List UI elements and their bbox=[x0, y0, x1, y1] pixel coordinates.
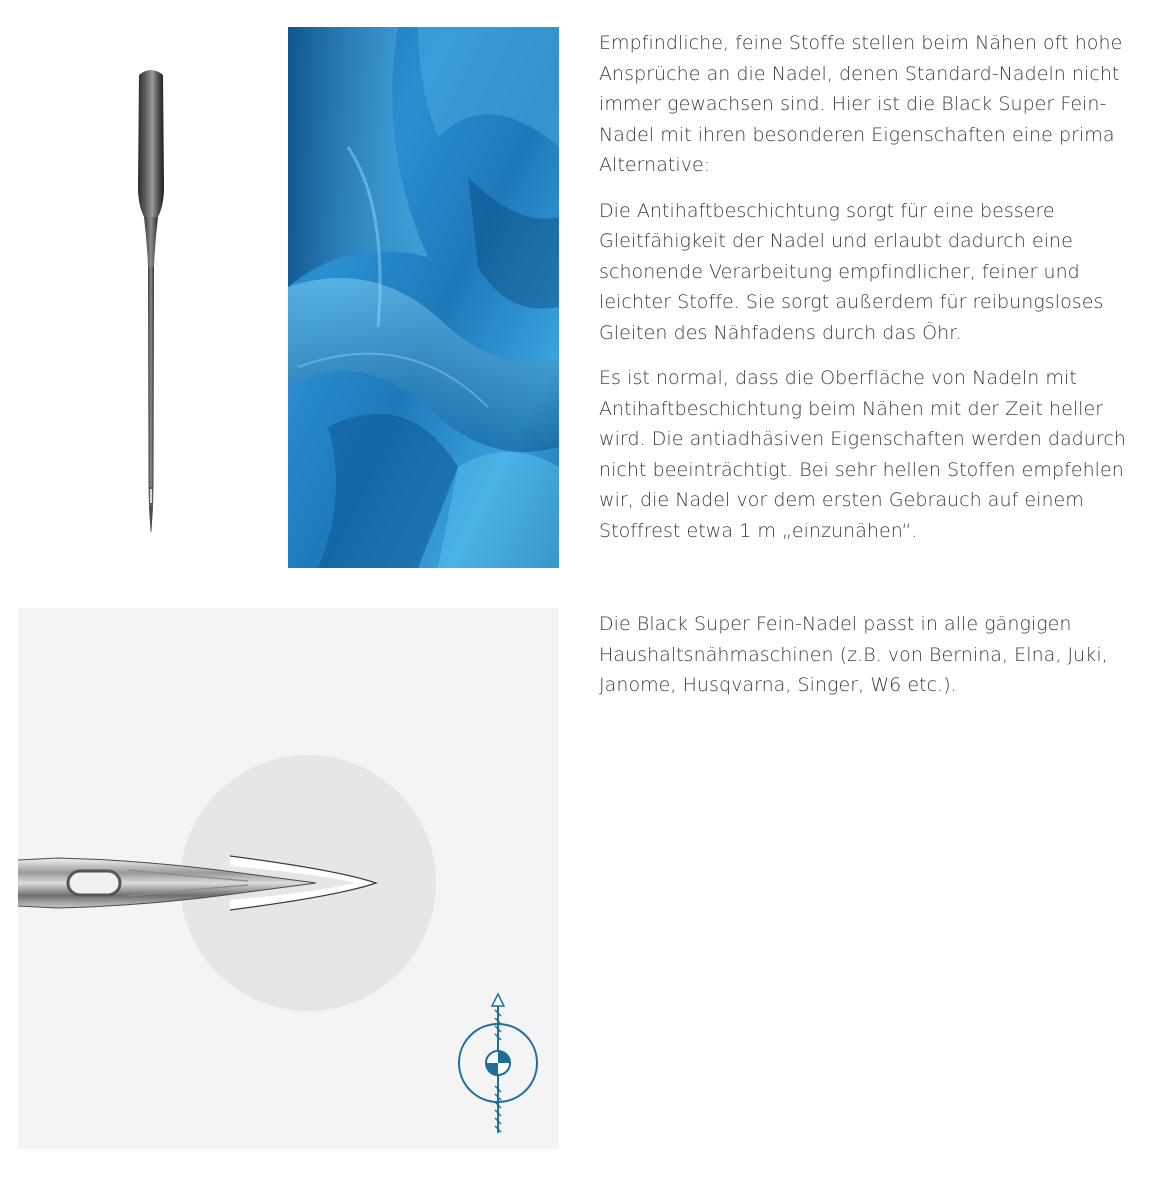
paragraph-compatibility: Die Black Super Fein-Nadel passt in alle gängigen Haushaltsnähmaschinen (z.B. von Bernina, Elna, Juki, Janome, Husqvarna, Singer, W6 etc.). bbox=[599, 613, 1108, 696]
description-text-bottom bbox=[599, 609, 1144, 716]
paragraph-surface: Es ist normal, dass die Oberfläche von Nadeln mit Antihaftbeschichtung beim Nähen mit der Zeit heller wird. Die antiadhäsiven Eigenschaften werden dadurch nicht beeinträchtigt. Bei sehr hellen Stoffen empfehlen wir, die Nadel vor dem ersten Gebrauch auf einem Stoffrest etwa 1 m „einzunähen“. bbox=[599, 367, 1126, 542]
needle-photo bbox=[18, 27, 288, 568]
diagram-illustration bbox=[18, 608, 559, 1149]
needle-illustration bbox=[18, 27, 288, 568]
paragraph-coating: Die Antihaftbeschichtung sorgt für eine bessere Gleitfähigkeit der Nadel und erlaubt dadurch eine schonende Verarbeitung empfindlicher, feiner und leichter Stoffe. Sie sorgt außerdem für reibungsloses Gleiten des Nähfadens durch das Öhr. bbox=[599, 199, 1104, 344]
fabric-illustration bbox=[288, 27, 559, 568]
needle-point-diagram bbox=[18, 608, 559, 1149]
fabric-photo bbox=[288, 27, 559, 568]
description-text-top bbox=[599, 28, 1144, 561]
paragraph-intro: Empfindliche, feine Stoffe stellen beim Nähen oft hohe Ansprüche an die Nadel, denen Standard-Nadeln nicht immer gewachsen sind. Hier ist die Black Super Fein-Nadel mit ihren besonderen Eigenschaften eine prima Alternative: bbox=[599, 32, 1123, 176]
